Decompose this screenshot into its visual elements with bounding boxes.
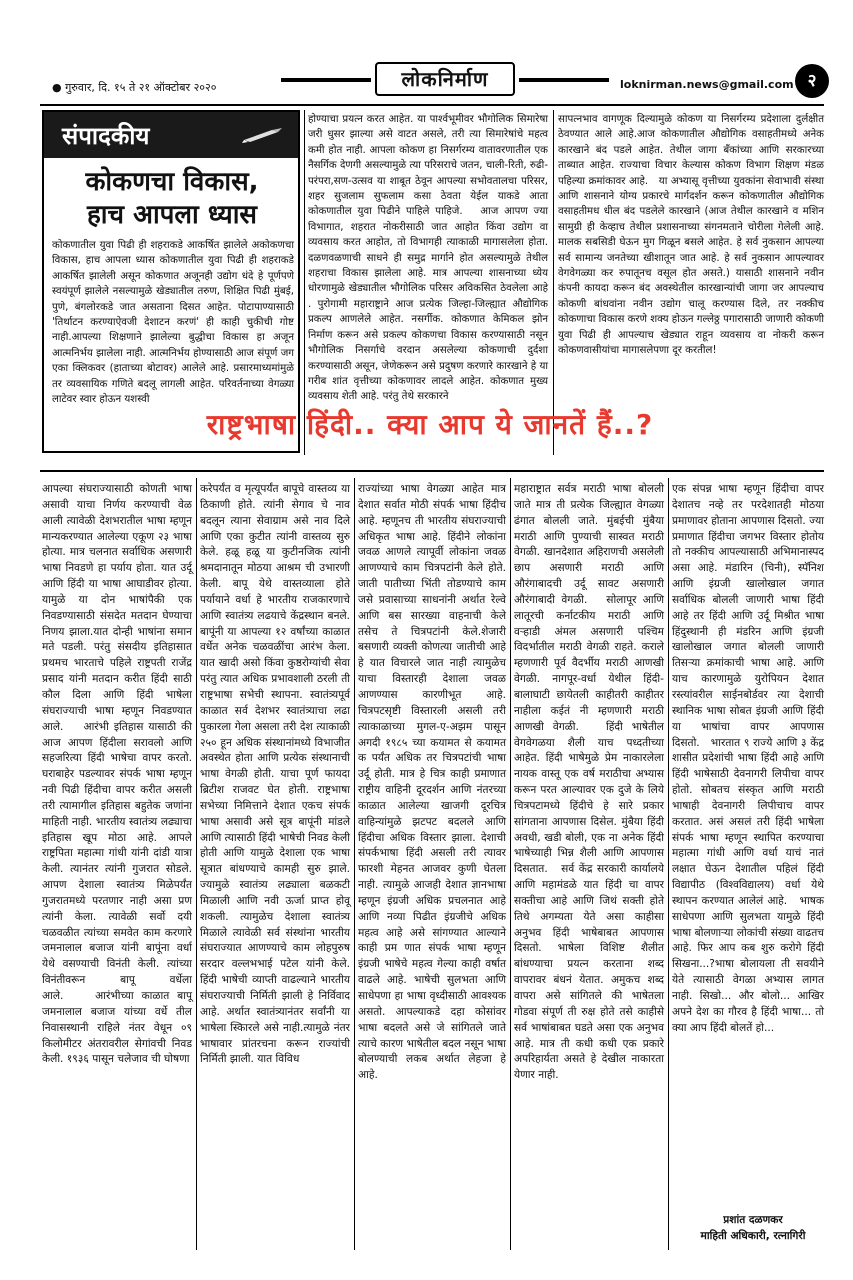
page-number-badge: २ <box>795 64 829 98</box>
column-divider <box>354 478 355 1250</box>
article-title: राष्ट्रभाषा हिंदी.. क्या आप ये जानतें हैं..? <box>206 408 654 441</box>
author-signature <box>684 1212 822 1244</box>
article-column-2: करेपर्यंत व मृत्यूपर्यंत बापूचे वास्तव्य या ठिकाणी होते. त्यांनी सेगाव चे नाव बदलून त्याना सेवाग्राम असे नाव दिले आणि एका कुटीत त्यांनी वास्तव्य सुरु केले. हळू हळू या कुटीनजिक त्यांनी श्रमदानातून मोठया आश्रम ची उभारणी केली. बापू येथे वास्तव्याला होते पर्यायाने वर्धा हे भारतीय राजकारणाचे आणि स्वातंत्र्य लढयाचे केंद्रस्थान बनले. बापूंनी या आपल्या १२ वर्षांच्या काळात वर्धेत अनेक चळवळींचा आरंभ केला. यात खादी असो किंवा कुष्ठरोग्यांची सेवा परंतु त्यात अधिक प्रभावशाली ठरली ती राष्ट्रभाषा सभेची स्थापना. स्वातंत्र्यपूर्व काळात सर्व देशभर स्वातंत्र्याचा लढा पुकारला गेला असला तरी देश त्याकाळी २५० हून अधिक संस्थानांमध्ये विभाजीत अवस्थेत होता आणि प्रत्येक संस्थानाची भाषा वेगळी होती. याचा पूर्ण फायदा ब्रिटीश राजवट घेत होती. राष्ट्रभाषा सभेच्या निमित्ताने देशात एकच संपर्क भाषा असावी असे सूत्र बापूंनी मांडले आणि त्यासाठी हिंदी भाषेची निवड केली होती आणि यामुळे देशाला एक भाषा सूत्रात बांधण्याचे कामही सुरु झाले. ज्यामुळे स्वातंत्र्य लढ्याला बळकटी मिळाली आणि नवी ऊर्जा प्राप्त होवू शकली. त्यामुळेच देशाला स्वातंत्र्य मिळाले त्यावेळी सर्व संस्थांना भारतीय संघराज्यात आणण्याचे काम लोहपुरुष सरदार वल्लभभाई पटेल यांनी केले. हिंदी भाषेची व्याप्ती वाढल्याने भारतीय संघराज्याची निर्मिती झाली हे निर्विवाद आहे. अर्थात स्वातंत्र्यानंतर सर्वांनी या भाषेला स्किारले असे नाही.त्यामुळे नंतर भाषावार प्रांतरचना करून राज्यांची निर्मिती झाली. यात विविध <box>200 483 350 1066</box>
editorial-label: संपादकीय <box>62 122 150 150</box>
contact-email[interactable]: loknirman.news@gmail.com <box>620 78 794 91</box>
masthead <box>40 58 830 108</box>
title-underline <box>40 470 824 472</box>
article-column-3: राज्यांच्या भाषा वेगळ्या आहेत मात्र देशात सर्वात मोठी संपर्क भाषा हिंदीच आहे. म्हणूनच ती भारतीय संघराज्याची अधिकृत भाषा आहे. हिंदीने लोकांना जवळ आणले त्यापूर्वी लोकांना जवळ आणण्याचे काम चित्रपटांनी केले होते. जाती पातीच्या भिंती तोडण्याचे काम जसे प्रवासाच्या साधनांनी अर्थात रेल्वे आणि बस सारख्या वाहनाची केले तसेच ते चित्रपटांनी केले.शेजारी बसणारी व्यक्ती कोणत्या जातीची आहे हे यात विचारले जात नाही त्यामुळेच याचा विस्तारही देशाला जवळ आणण्यास कारणीभूत आहे. चित्रपटसृष्टी विस्तारली असली तरी त्याकाळाच्या मुगल-ए-अझम पासून अगदी १९८५ च्या कयामत से कयामत क पर्यंत अधिक तर चित्रपटांची भाषा उर्दू होती. मात्र हे चित्र काही प्रमाणात राष्ट्रीय वाहिनी दूरदर्शन आणि नंतरच्या काळात आलेल्या खाजगी दूरचित्र वाहिन्यांमुळे झटपट बदलले आणि हिंदीचा अधिक विस्तार झाला. देशाची संपर्कभाषा हिंदी असली तरी त्यावर फारशी मेहनत आजवर कुणी घेतला नाही. त्यामुळे आजही देशात ज्ञानभाषा म्हणून इंग्रजी अधिक प्रचलनात आहे आणि नव्या पिढीत इंग्रजीचे अधिक महत्व आहे असे सांगण्यात आल्याने काही प्रम णात संपर्क भाषा म्हणून इंग्रजी भाषेचे महत्व गेल्या काही वर्षात वाढले आहे. भाषेची सुलभता आणि साधेपणा हा भाषा वृध्दीसाठी आवश्यक असतो. आपल्याकडे दहा कोसांवर भाषा बदलते असे जे सांगितले जाते त्याचे कारण भाषेतील बदल नसून भाषा बोलण्याची लकब अर्थात लेहजा हे आहे. <box>358 483 506 1082</box>
article-column-4: महाराष्ट्रात सर्वत्र मराठी भाषा बोलली जाते मात्र ती प्रत्येक जिल्ह्यात वेगळ्या ढंगात बोलली जाते. मुंबईची मुंबैया मराठी आणि पुण्याची सास्वत मराठी वेगळी. खानदेशात अहिराणची असलेली छाप असणारी मराठी आणि औरंगाबादची उर्दू सावट असणारी औरंगाबादी वेगळी. सोलापूर आणि लातूरची कर्नाटकीय मराठी आणि वऱ्हाडी अंमल असणारी पश्चिम विदर्भातील मराठी वेगळी राहते. कराले म्हणणारी पूर्व वैदर्भीय मराठी आणखी वेगळी. नागपूर-वर्धा येथील हिंदी-बालाघाटी छायेतली काहीतरी काहीतर नाहीला कईतं नी म्हणणारी मराठी आणखी वेगळी. हिंदी भाषेतील वेगवेगळया शैली याच पध्दतीच्या आहेत. हिंदी भाषेमुळे प्रेम नाकारलेला नायक वास्तू एक वर्ष मराठीचा अभ्यास करून परत आल्यावर एक दुजे के लिये चित्रपटामध्ये हिंदीचे हे सारे प्रकार सांगताना आपणास दिसेल. मुंबैया हिंदी अवधी, खडी बोली, एक ना अनेक हिंदी भाषेच्याही भिन्न शैली आणि आपणास दिसतात. सर्व केंद्र सरकारी कार्यालये आणि महामंडळे यात हिंदी चा वापर सक्तीचा आहे आणि जिथं सक्ती होते तिथे अगम्यता येते असा काहीसा अनुभव हिंदी भाषेबाबत आपणास दिसतो. भाषेला विशिष्ट शैलीत बांधण्याचा प्रयत्न करताना शब्द वापरावर बंधनं येतात. अमुकच शब्द वापरा असे सांगितले की भाषेतला गोडवा संपूर्ण ती रुक्ष होते तसे काहीसे सर्व भाषांबाबत घडते असा एक अनुभव आहे. मात्र ती कधी कधी एक प्रकारे अपरिहार्यता असते हे देखील नाकारता येणार नाही. <box>514 483 664 1082</box>
issue-date: ● गुरुवार, दि. १५ ते २१ ऑक्टोबर २०२० <box>52 81 217 94</box>
column-divider <box>510 478 511 1250</box>
column-divider <box>553 110 554 455</box>
editorial-column-2: होण्याचा प्रयत्न करत आहेत. या पार्श्वभूमीवर भौगोलिक सिमारेषा जरी धुसर झाल्या असे वाटत असले, तरी त्या सिमारेषांचे महत्व कमी होत नाही. आपला कोकण हा निसर्गरम्य वातावरणातील एक नैसर्गिक देणगी असल्यामुळे त्या परिसराचे जतन, चाली-रिती, रुढी-परंपरा,सण-उत्सव या शाबूत ठेवून आपल्या सभोवतालचा परिसर, शहर सुजलाम सुफलाम कसा ठेवता येईल याकडे आता कोकणातील युवा पिढीने पाहिले पाहिजे. आज आपण ज्या विभागात, शहरात नोकरीसाठी जात आहोत किंवा उद्योग वा व्यवसाय करत आहोत, तो विभागही त्याकाळी मागासलेला होता. दळणवळणाची साधने ही समुद्र मार्गाने होत असल्यामुळे तेथील शहराचा विकास झालेला आहे. मात्र आपल्या शासनाच्या ध्येय धोरणामुळे खेड्यातील भौगोलिक परिसर अविकसित ठेवलेला आहे . पुरोगामी महाराष्ट्राने आज प्रत्येक जिल्हा-जिल्ह्यात औद्योगिक प्रकल्प आणलेले आहेत. नसर्गीक. कोकणात केमिकल झोन निर्माण करून असे प्रकल्प कोकणचा विकास करण्यासाठी नसून भौगोलिक निसर्गाचे वरदान असलेल्या कोकणाची दुर्दशा करण्यासाठी असून, जेणेकरून असे प्रदुषण करणारे कारखाने हे या गरीब शांत वृत्तीच्या कोकणावर लादले आहेत. कोकणात मुख्य व्यवसाय शेती आहे. परंतु तेथे सरकारने <box>308 114 548 403</box>
article-column-5: एक संपन्न भाषा म्हणून हिंदीचा वापर देशातच नव्हे तर परदेशातही मोठया प्रमाणावर होताना आपणास दिसतो. ज्या प्रमाणात हिंदीचा जगभर विस्तार होतोय तो नक्कीच आपल्यासाठी अभिमानास्पद असा आहे. मंडारिन (चिनी), स्पॅनिश आणि इंग्रजी खालोखाल जगात सर्वाधिक बोलली जाणारी भाषा हिंदी आहे तर हिंदी आणि उर्दू मिश्रीत भाषा हिंदुस्थानी ही मंडरिन आणि इंग्रजी खालोखाल जगात बोलली जाणारी तिसऱ्या क्रमांकाची भाषा आहे. आणि याच कारणामुळे युरोपियन देशात रस्त्यांवरील साईनबोर्डवर त्या देशाची स्थानिक भाषा सोबत इंग्रजी आणि हिंदी या भाषांचा वापर आपणास दिसतो. भारतात ९ राज्ये आणि ३ केंद्र शासीत प्रदेशांची भाषा हिंदी आहे आणि हिंदी भाषेसाठी देवनागरी लिपीचा वापर होतो. सोबतच संस्कृत आणि मराठी भाषाही देवनागरी लिपीचाच वापर करतात. असं असलं तरी हिंदी भाषेला संपर्क भाषा म्हणून स्थापित करण्याचा महात्मा गांधी आणि वर्धा याचं नातं लक्षात घेऊन देशातील पहिलं हिंदी विद्यापीठ (विश्वविद्यालय) वर्धा येथे स्थापन करण्यात आलेलं आहे. भाषक साधेपणा आणि सुलभता यामुळे हिंदी भाषा बोलणाऱ्या लोकांची संख्या वाढतच आहे. फिर आप कब शुरु करोगे हिंदी सिखना...?भाषा बोलायला ती सवयीने येते त्यासाठी वेगळा अभ्यास लागत नाही. सिखो... और बोलो... आखिर अपने देश का गौरव है हिंदी भाषा... तो क्या आप हिंदी बोलतें हो... <box>672 483 825 1034</box>
editorial-box <box>42 110 300 453</box>
editorial-banner <box>44 112 298 158</box>
editorial-body: कोकणातील युवा पिढी ही शहराकडे आकर्षित झालेले अकोकणचा विकास, हाच आपला ध्यास कोकणातील युवा पिढी ही शहराकडे आकर्षित झालेली असून कोकणात अजूनही उद्योग धंदे हे पूर्णपणे स्वयंपूर्ण झालेले नसल्यामुळे खेड्यातील तरुण, शिक्षित पिढी मुंबई, पुणे, बंगलोरकडे जात असताना दिसत आहेत. पोटापाण्यासाठी 'तिर्थाटन करण्याऐवजी देशाटन करणं' ही काही चुकीची गोष्ट नाही.आपल्या शिक्षणाने झालेल्या बुद्धीचा विकास हा अजून आत्मनिर्भय झालेला नाही. आत्मनिर्भय होण्यासाठी आज संपूर्ण जग एका क्लिकवर (हाताच्या बोटावर) आलेले आहे. प्रसारमाध्यमांमुळे तर व्यवसायिक गणिते बदलू लागली आहेत. परिवर्तनाच्या वेगळ्या लाटेवर स्वार होऊन यशस्वी <box>52 240 294 406</box>
editorial-column-3: सापत्नभाव वागणूक दिल्यामुळे कोकण या निसर्गरम्य प्रदेशाला दुर्लक्षीत ठेवण्यात आले आहे.आज कोकणातील औद्योगिक वसाहतीमध्ये अनेक कारखाने बंद पडले आहेत. तेथील जागा बँकांच्या आणि सरकारच्या ताब्यात आहेत. राज्याचा विचार केल्यास कोकण विभाग शिक्षण मंडळ पहिल्या क्रमांकावर आहे. या अभ्यासू वृत्तीच्या युवकांना सेवाभावी संस्था आणि शासनाने योग्य प्रकारचे मार्गदर्शन करून कोकणातील औद्योगिक वसाहतीमध धील बंद पडलेले कारखाने (आज तेथील कारखाने व मशिन सामुग्री ही केव्हाच तेथील प्रशासनाच्या संगनमताने चोरीला गेलेली आहे. मालक सबसिडी घेऊन मुग गिळून बसले आहेत. हे सर्व नुकसान आपल्या सर्व सामान्य जनतेच्या खीशातून जात आहे. हे सर्व नुकसान आपल्यावर वेगवेगळ्या कर रुपातूनच वसूल होत असते.) यासाठी शासनाने नवीन कंपनी कायदा करून बंद अवस्थेतील कारखान्यांची जागा जर आपल्याच कोकणी बांधवांना नवीन उद्योग चालू करण्यास दिले, तर नक्कीच कोकणाचा विकास करणे शक्य होऊन गल्लेठ्ठ पगारासाठी जाणारी कोकणी युवा पिढी ही आपल्याच खेड्यात राहून व्यवसाय वा नोकरी करून कोकणवासीयांचा मागासलेपणा दूर करतील! <box>558 114 824 357</box>
editorial-headline <box>52 166 292 232</box>
author-name: प्रशांत दळणकर <box>723 1214 783 1226</box>
column-divider <box>668 478 669 1250</box>
article-column-1: आपल्या संघराज्यासाठी कोणती भाषा असावी याचा निर्णय करण्याची वेळ आली त्यावेळी देशभरातील भाषा म्हणून मान्यकरण्यात आलेल्या एकूण २३ भाषा होत्या. मात्र चलनात सर्वाधिक असणारी भाषा निवडणे हा पर्याय होता. यात उर्दू आणि हिंदी या भाषा आघाडीवर होत्या. यामुळे या दोन भाषांपैकी एक निवडण्यासाठी संसदेत मतदान घेण्याचा निणय झाला.यात दोन्ही भाषांना समान मते पडली. परंतु संसदीय इतिहासात प्रथमच भारताचे पहिले राष्ट्रपती राजेंद्र प्रसाद यांनी मतदान करीत हिंदी साठी कौल दिला आणि हिंदी भाषेला संघराज्याची भाषा म्हणून निवडण्यात आले. आरंभी इतिहास यासाठी की आज आपण हिंदीला सरावलो आणि सहजरित्या हिंदी भाषेचा वापर करतो. घराबाहेर पडल्यावर संपर्क भाषा म्हणून नवी पिढी हिंदीचा वापर करीत असली तरी त्यामागील इतिहास बहुतेक जणांना माहिती नाही. भारतीय स्वातंत्र्य लढ्याचा इतिहास खूप मोठा आहे. आपले राष्ट्रपिता महात्मा गांधी यांनी दांडी यात्रा केली. त्यानंतर त्यांनी गुजरात सोडले. आपण देशाला स्वातंत्र्य मिळेपर्यंत गुजरातमध्ये परतणार नाही असा प्रण त्यांनी केला. त्यावेळी सर्वो दयी चळवळीत त्यांच्या समवेत काम करणारे जमनालाल बजाज यांनी बापूंना वर्धा येथे वसण्याची विनंती केली. त्यांच्या विनंतीवरून बापू वर्धेला आले. आरंभीच्या काळात बापू जमनालाल बजाज यांच्या वर्धे तील निवासस्थानी राहिले नंतर वेधून ०९ किलोमीटर अंतरावरील सेगांवची निवड केली. १९३६ पासून चलेजाव ची घोषणा <box>42 483 192 1066</box>
author-title: माहिती अधिकारी, रत्नागिरी <box>700 1230 806 1242</box>
editorial-headline-line2: हाच आपला ध्यास <box>86 200 258 230</box>
editorial-headline-line1: कोकणचा विकास, <box>85 167 259 197</box>
column-divider <box>304 110 305 455</box>
header-divider <box>40 104 824 106</box>
newspaper-logo: लोकनिर्माण <box>375 62 515 96</box>
pen-icon <box>242 126 284 144</box>
column-divider <box>196 478 197 1250</box>
